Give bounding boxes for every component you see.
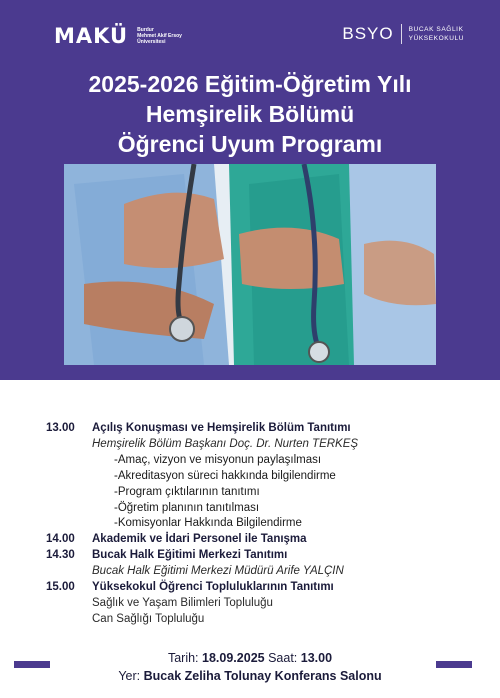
date-time-line	[0, 651, 500, 665]
maku-logo	[54, 24, 182, 48]
date-value: 18.09.2025	[202, 651, 265, 665]
nurses-photo	[64, 164, 436, 365]
bsyo-logo-sub-line: YÜKSEKOKULU	[408, 35, 464, 42]
title-line-1: 2025-2026 Eğitim-Öğretim Yılı	[88, 71, 412, 97]
maku-logo-sub-line: Burdur	[137, 27, 154, 33]
schedule-time: 15.00	[46, 581, 75, 594]
bsyo-divider	[401, 24, 402, 44]
bsyo-logo	[342, 24, 464, 44]
schedule-bullet: -Amaç, vizyon ve misyonun paylaşılması	[114, 453, 322, 466]
schedule-time: 14.30	[46, 549, 75, 562]
bsyo-logo-subtext	[409, 25, 464, 43]
maku-logo-text: MAKÜ	[54, 24, 129, 48]
schedule-plain-item: Can Sağlığı Topluluğu	[92, 612, 205, 625]
date-label: Tarih:	[167, 651, 199, 665]
place-label: Yer:	[118, 669, 141, 683]
program-schedule	[46, 421, 476, 628]
schedule-heading: Açılış Konuşması ve Hemşirelik Bölüm Tanıtımı	[92, 422, 351, 434]
time-value: 13.00	[300, 651, 333, 665]
schedule-row	[46, 548, 476, 564]
schedule-heading: Bucak Halk Eğitimi Merkezi Tanıtımı	[92, 549, 288, 562]
schedule-plain-item: Sağlık ve Yaşam Bilimleri Topluluğu	[92, 596, 273, 609]
maku-logo-sub-line: Mehmet Akif Ersoy	[137, 33, 182, 39]
schedule-subtitle: Bucak Halk Eğitimi Merkezi Müdürü Arife YALÇIN	[92, 565, 344, 578]
location-line	[0, 669, 500, 683]
schedule-heading: Akademik ve İdari Personel ile Tanışma	[92, 533, 307, 546]
schedule-bullet: -Akreditasyon süreci hakkında bilgilendirme	[114, 469, 336, 482]
schedule-row	[46, 421, 476, 437]
time-label: Saat:	[268, 651, 298, 665]
schedule-bullet: -Program çıktılarının tanıtımı	[114, 485, 260, 498]
schedule-heading: Yüksekokul Öğrenci Topluluklarının Tanıtımı	[92, 581, 334, 594]
title-line-3: Öğrenci Uyum Programı	[117, 131, 383, 157]
bsyo-logo-text: BSYO	[342, 24, 394, 43]
schedule-row	[46, 532, 476, 548]
schedule-bullet: -Komisyonlar Hakkında Bilgilendirme	[114, 517, 302, 530]
schedule-row	[46, 580, 476, 596]
place-value: Bucak Zeliha Tolunay Konferans Salonu	[143, 669, 382, 683]
schedule-bullet: -Öğretim planının tanıtılması	[114, 501, 260, 514]
maku-logo-subtext	[137, 27, 182, 45]
schedule-subtitle: Hemşirelik Bölüm Başkanı Doç. Dr. Nurten TERKEŞ	[92, 437, 359, 450]
title-line-2: Hemşirelik Bölümü	[145, 101, 355, 127]
schedule-time: 13.00	[46, 422, 75, 434]
schedule-time: 14.00	[46, 533, 75, 546]
nurses-illustration	[64, 164, 436, 365]
bsyo-logo-sub-line: BUCAK SAĞLIK	[408, 26, 464, 33]
maku-logo-sub-line: Üniversitesi	[137, 39, 166, 45]
